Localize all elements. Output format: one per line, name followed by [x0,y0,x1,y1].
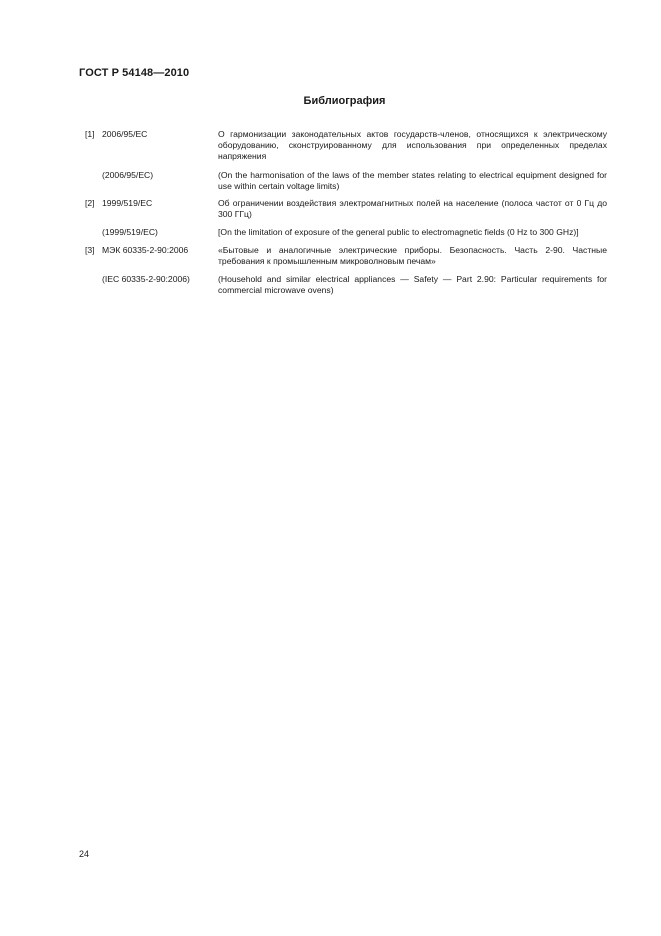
bibliography-entry-original [85,227,608,238]
bibliography-entry [85,129,608,163]
entry-reference: 2006/95/ЕС [102,129,148,139]
entry-description: Об ограничении воздействия электромагнитных полей на население (полоса частот от 0 Гц до 300 ГГц) [218,198,607,220]
entry-reference: 1999/519/ЕС [102,198,153,209]
entry-number: [3] [85,244,95,255]
bibliography-entry [85,245,608,267]
entry-original-reference: (1999/519/ЕС) [102,227,158,238]
entry-original-description: [On the limitation of exposure of the general public to electromagnetic fields (0 Hz to 300 GHz)] [218,227,579,238]
entry-original-description: (Household and similar electrical appliances — Safety — Part 2.90: Particular requirements for commercial microwave ovens) [218,274,607,296]
entry-reference: МЭК 60335-2-90:2006 [102,244,189,255]
entry-number: [1] [85,129,95,139]
section-title: Библиография [303,95,386,107]
bibliography-entry-original [85,170,608,192]
bibliography-list [85,129,608,296]
page-number: 24 [79,849,90,859]
entry-description: «Бытовые и аналогичные электрические приборы. Безопасность. Часть 2-90. Частные требования к промышленным микроволновым печам» [218,244,607,266]
entry-original-description: (On the harmonisation of the laws of the member states relating to electrical equipment designed for use within certain voltage limits) [218,169,607,191]
entry-original-reference: (2006/95/ЕС) [102,169,154,180]
entry-description: О гармонизации законодательных актов государств-членов, относящихся к электрическому оборудованию, сконструированному для использования при определенных пределах напряжения [218,129,607,162]
bibliography-entry-original [85,274,608,296]
bibliography-entry [85,198,608,220]
entry-original-reference: (IEC 60335-2-90:2006) [102,274,190,285]
entry-number: [2] [85,198,95,209]
document-code: ГОСТ Р 54148—2010 [79,67,190,79]
